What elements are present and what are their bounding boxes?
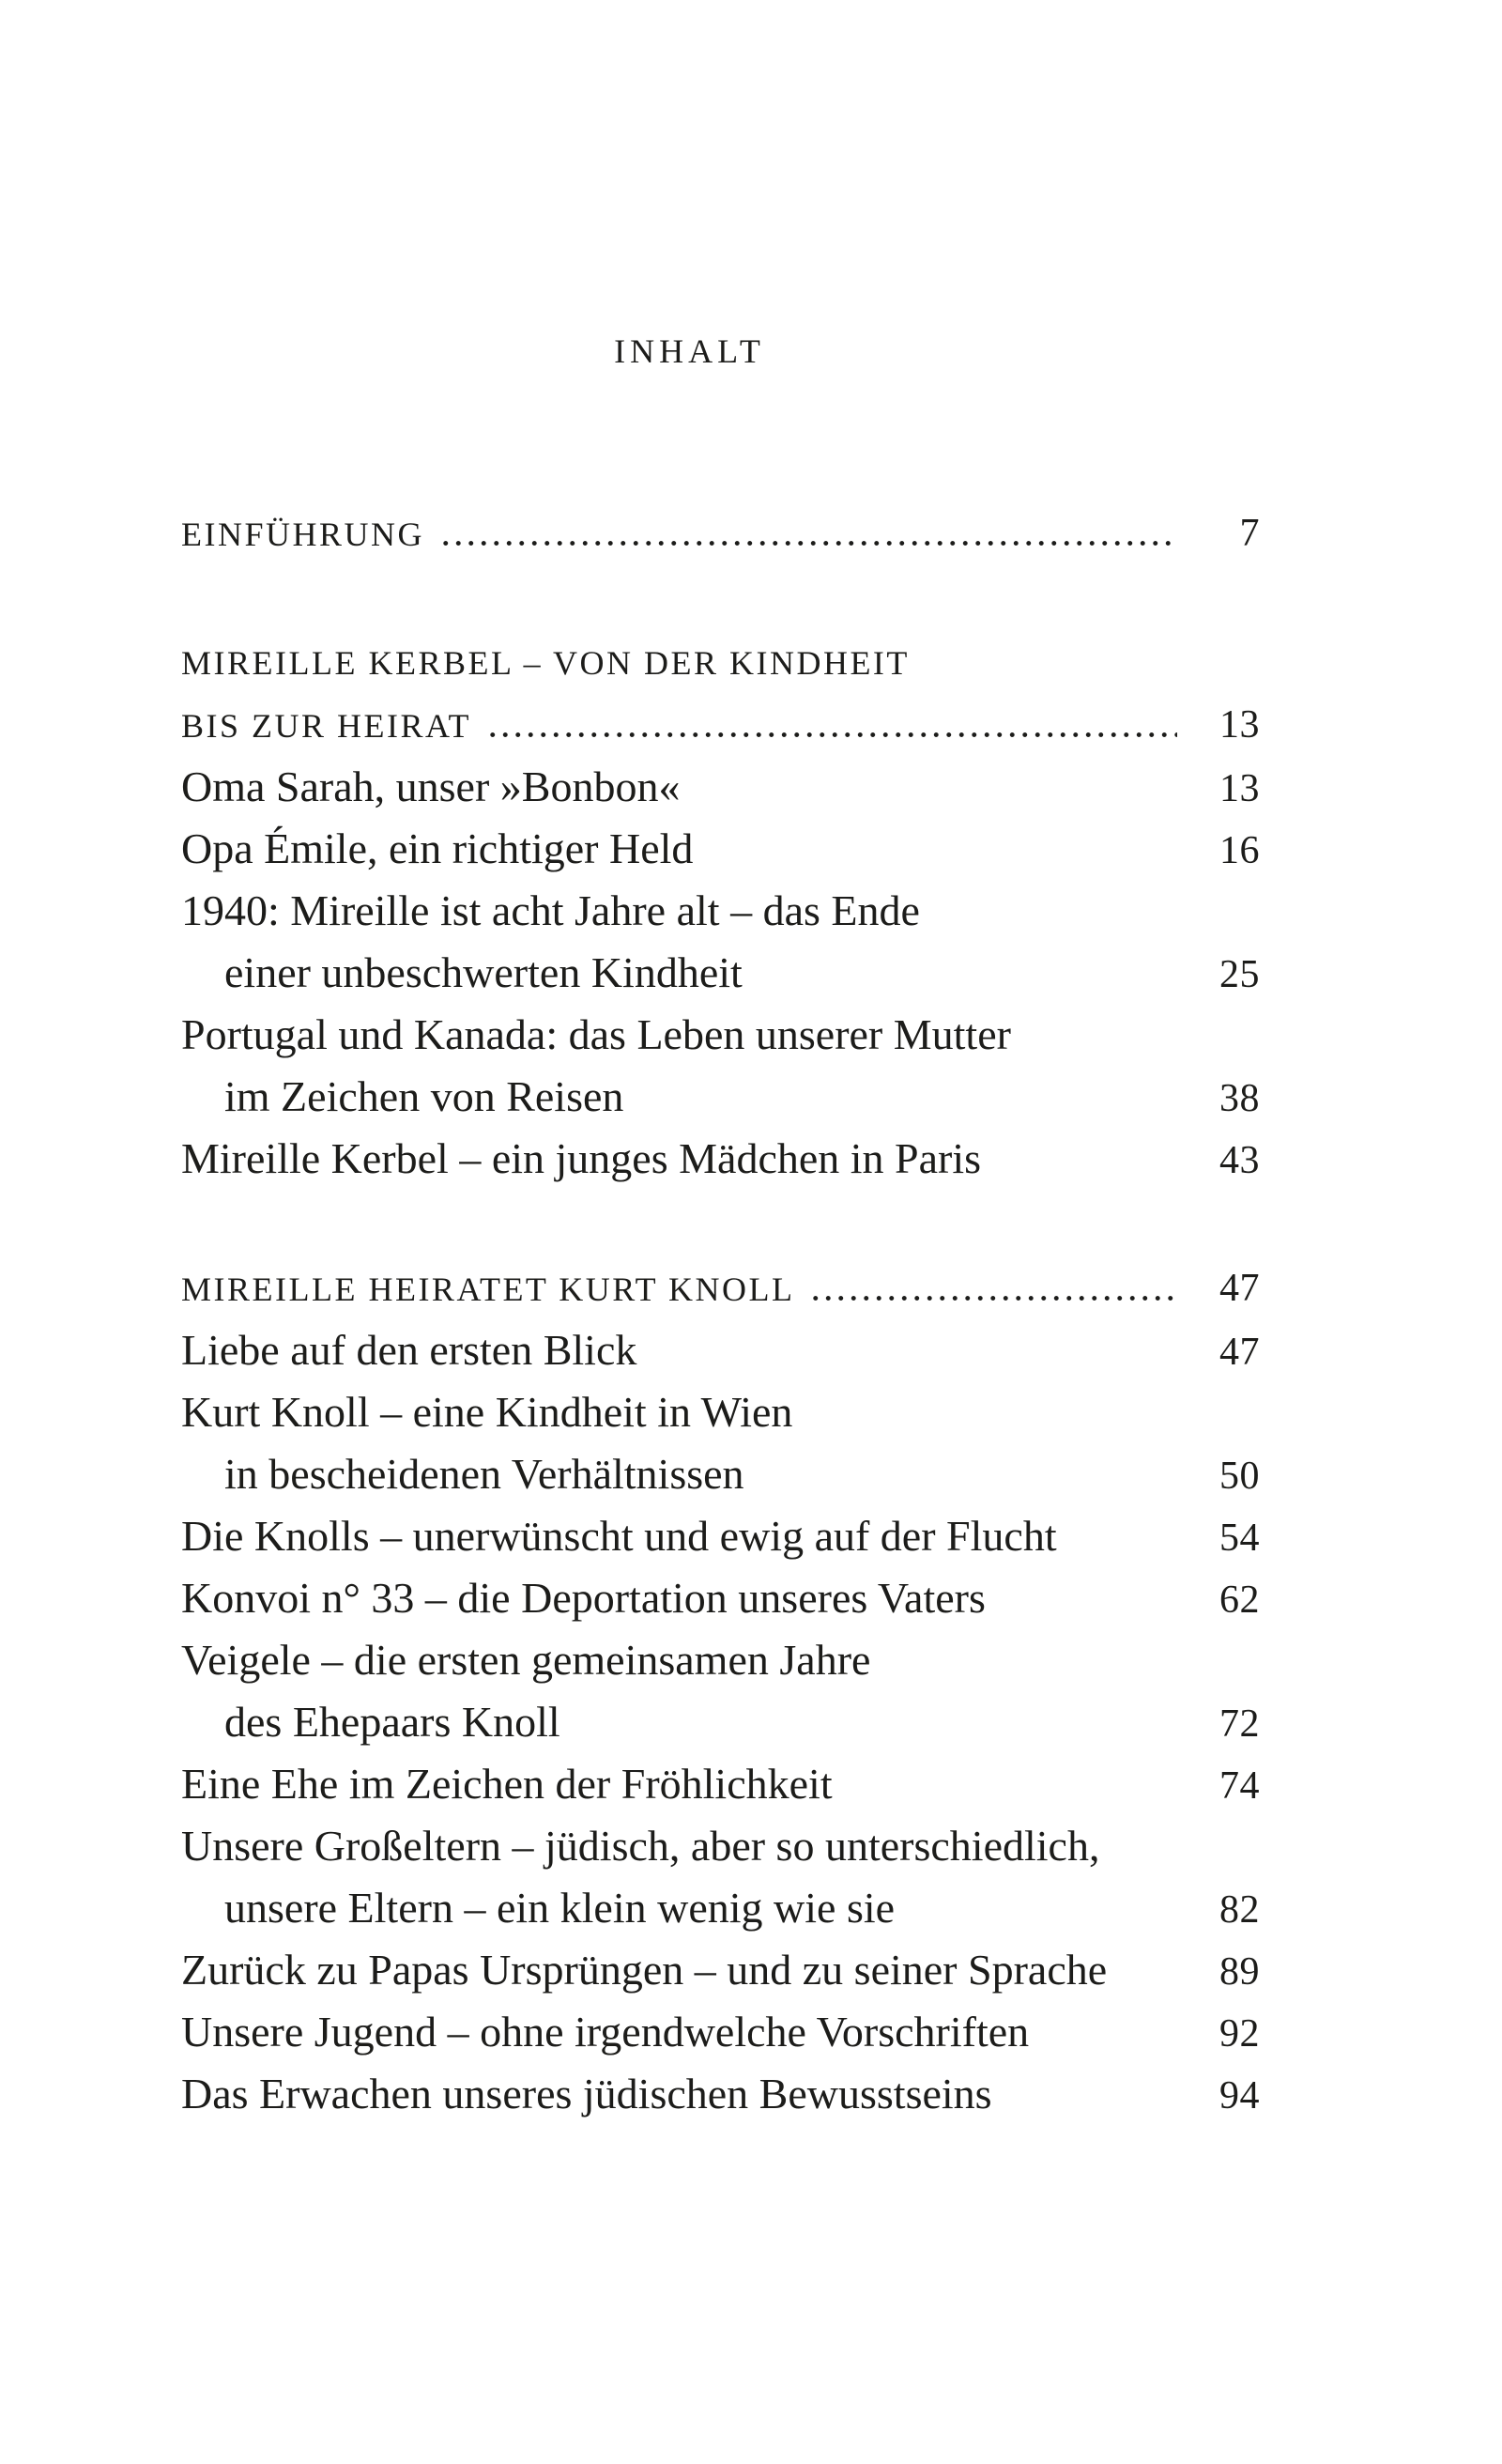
toc-entry-row-wrap [181, 1004, 1260, 1066]
toc-entry-row [181, 756, 1260, 818]
toc-heading-row [181, 502, 1260, 564]
entry-title: Opa Émile, ein richtiger Held [181, 824, 694, 872]
toc-heading-row [181, 1257, 1260, 1319]
entry-title: Veigele – die ersten gemeinsamen Jahre [181, 1636, 871, 1684]
section-heading-text: MIREILLE HEIRATET KURT KNOLL [181, 1270, 795, 1308]
entry-title: Konvoi n° 33 – die Deportation unseres Vaters [181, 1574, 986, 1622]
page-number: 38 [1219, 1077, 1260, 1120]
entry-title: Liebe auf den ersten Blick [181, 1326, 637, 1374]
page-number: 89 [1219, 1950, 1260, 1994]
toc-entry-row [181, 1128, 1260, 1190]
toc-section [181, 1257, 1260, 2125]
page-number: 92 [1219, 2012, 1260, 2056]
toc-entry-row-wrap [181, 1815, 1260, 1877]
entry-title: Zurück zu Papas Ursprüngen – und zu seiner Sprache [181, 1946, 1108, 1994]
entry-title: 1940: Mireille ist acht Jahre alt – das Ende [181, 886, 920, 934]
toc-entry-row [181, 1443, 1260, 1505]
page-number: 74 [1219, 1764, 1260, 1808]
toc-entry-row [181, 2001, 1260, 2063]
toc-entry-row [181, 942, 1260, 1004]
entry-title-continuation: unsere Eltern – ein klein wenig wie sie [224, 1884, 896, 1932]
page-number: 13 [1219, 767, 1260, 810]
toc-section [181, 632, 1260, 1190]
toc-entry-row [181, 2063, 1260, 2125]
entry-title-continuation: im Zeichen von Reisen [224, 1072, 624, 1120]
section-heading-text: MIREILLE KERBEL – VON DER KINDHEIT [181, 644, 910, 682]
page-number: 54 [1219, 1517, 1260, 1560]
page-number: 62 [1219, 1578, 1260, 1622]
dot-leader [486, 732, 1177, 737]
page-number: 72 [1219, 1702, 1260, 1746]
toc-section [181, 502, 1260, 564]
toc-entry-row-wrap [181, 880, 1260, 942]
entry-title: Mireille Kerbel – ein junges Mädchen in Paris [181, 1134, 982, 1182]
page-number: 94 [1219, 2074, 1260, 2118]
entry-title: Unsere Großeltern – jüdisch, aber so unterschiedlich, [181, 1822, 1100, 1870]
toc-list [181, 502, 1260, 2125]
toc-entry-row-wrap [181, 1381, 1260, 1443]
section-heading-text: EINFÜHRUNG [181, 516, 424, 553]
page-number: 25 [1219, 953, 1260, 996]
toc-entry-row [181, 818, 1260, 880]
toc-entry-row [181, 1877, 1260, 1939]
dot-leader [809, 1296, 1177, 1301]
toc-heading-row [181, 632, 1260, 694]
page-title: INHALT [614, 332, 765, 370]
section-heading-text: BIS ZUR HEIRAT [181, 707, 472, 745]
entry-title-continuation: einer unbeschwerten Kindheit [224, 948, 743, 996]
page-number: 47 [1219, 1267, 1260, 1310]
entry-title: Kurt Knoll – eine Kindheit in Wien [181, 1388, 793, 1436]
toc-entry-row [181, 1691, 1260, 1753]
toc-heading-row [181, 694, 1260, 756]
toc-entry-row [181, 1939, 1260, 2001]
entry-title: Eine Ehe im Zeichen der Fröhlichkeit [181, 1760, 833, 1808]
toc-entry-row [181, 1753, 1260, 1815]
page-number: 16 [1219, 829, 1260, 872]
entry-title-continuation: des Ehepaars Knoll [224, 1698, 560, 1746]
entry-title-continuation: in bescheidenen Verhältnissen [224, 1450, 744, 1498]
toc-entry-row [181, 1066, 1260, 1128]
page-number: 13 [1219, 703, 1260, 747]
page-number: 47 [1219, 1331, 1260, 1374]
page-number: 7 [1239, 512, 1260, 555]
dot-leader [439, 541, 1177, 546]
entry-title: Portugal und Kanada: das Leben unserer Mutter [181, 1010, 1011, 1058]
page-number: 43 [1219, 1139, 1260, 1182]
entry-title: Die Knolls – unerwünscht und ewig auf der Flucht [181, 1512, 1057, 1560]
toc-entry-row [181, 1505, 1260, 1567]
entry-title: Das Erwachen unseres jüdischen Bewusstseins [181, 2070, 992, 2118]
toc-entry-row-wrap [181, 1629, 1260, 1691]
toc-entry-row [181, 1567, 1260, 1629]
entry-title: Unsere Jugend – ohne irgendwelche Vorschriften [181, 2008, 1030, 2056]
entry-title: Oma Sarah, unser »Bonbon« [181, 762, 681, 810]
page-number: 82 [1219, 1888, 1260, 1932]
page-number: 50 [1219, 1455, 1260, 1498]
toc-entry-row [181, 1319, 1260, 1381]
